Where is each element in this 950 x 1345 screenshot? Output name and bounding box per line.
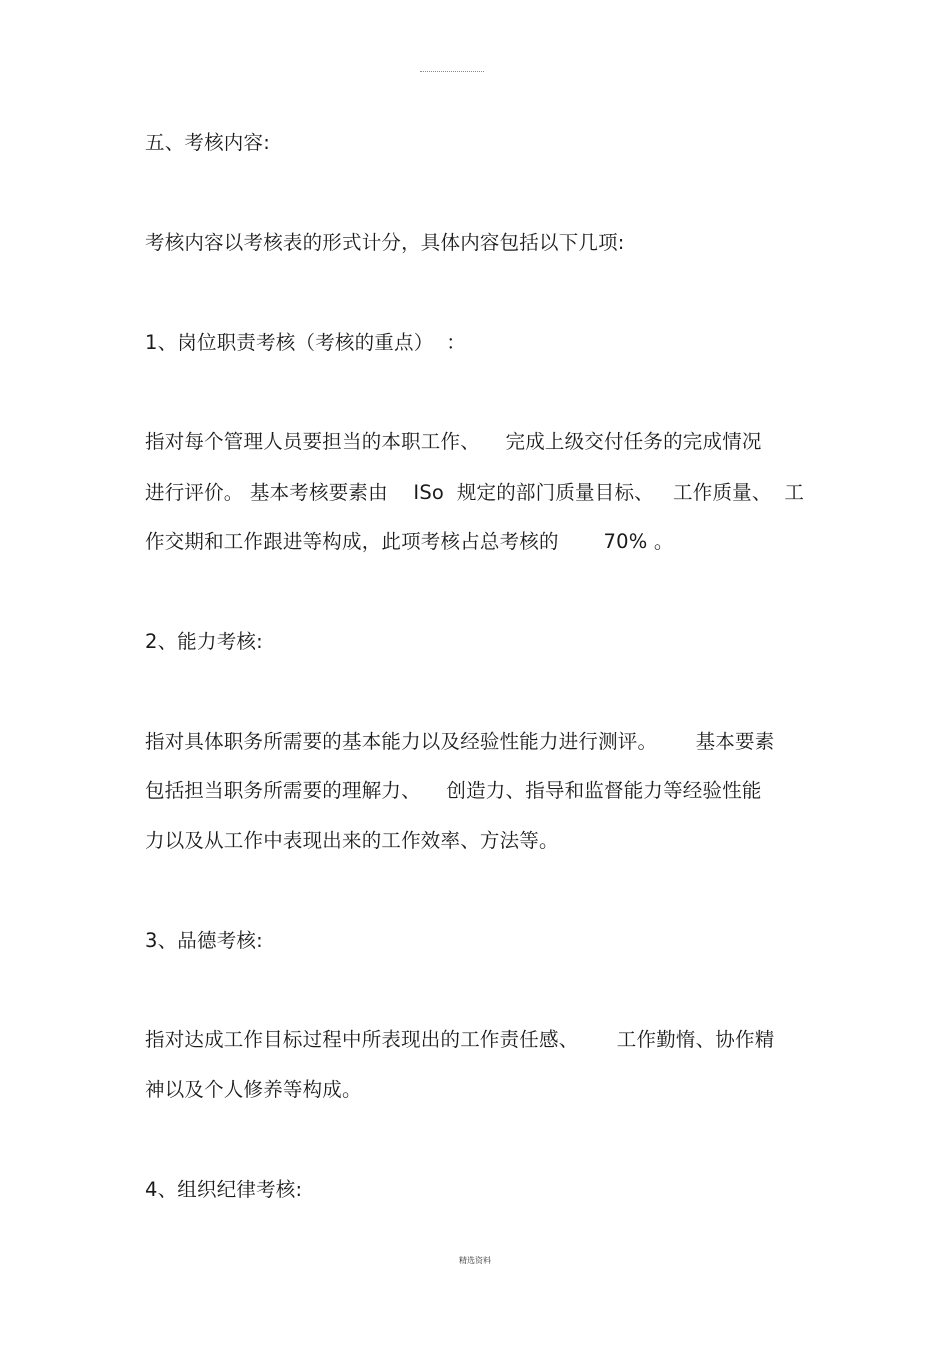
item-4-heading: 4、组织纪律考核: [145,1178,303,1201]
section-heading: 五、考核内容: [145,131,270,154]
item-3-heading: 3、品德考核: [145,929,263,952]
item-2-line-1: 指对具体职务所需要的基本能力以及经验性能力进行测评。 基本要素 [145,730,775,753]
item-1-line-3: 作交期和工作跟进等构成，此项考核占总考核的 70% 。 [145,530,674,553]
page-footer: 精选资料 [459,1256,491,1265]
item-2-line-2: 包括担当职务所需要的理解力、 创造力、指导和监督能力等经验性能 [145,779,762,802]
item-2-heading: 2、能力考核: [145,630,263,653]
item-1-line-1: 指对每个管理人员要担当的本职工作、 完成上级交付任务的完成情况 [145,430,762,453]
item-1-line-2: 进行评价。 基本考核要素由 ISo 规定的部门质量目标、 工作质量、 工 [145,481,805,504]
item-3-line-2: 神以及个人修养等构成。 [145,1078,362,1101]
item-2-line-3: 力以及从工作中表现出来的工作效率、方法等。 [145,829,559,852]
header-dotted-rule [420,71,484,72]
intro-paragraph: 考核内容以考核表的形式计分，具体内容包括以下几项: [145,231,625,254]
item-1-heading: 1、岗位职责考核（考核的重点） ： [145,331,466,354]
item-3-line-1: 指对达成工作目标过程中所表现出的工作责任感、 工作勤惰、协作精 [145,1028,775,1051]
